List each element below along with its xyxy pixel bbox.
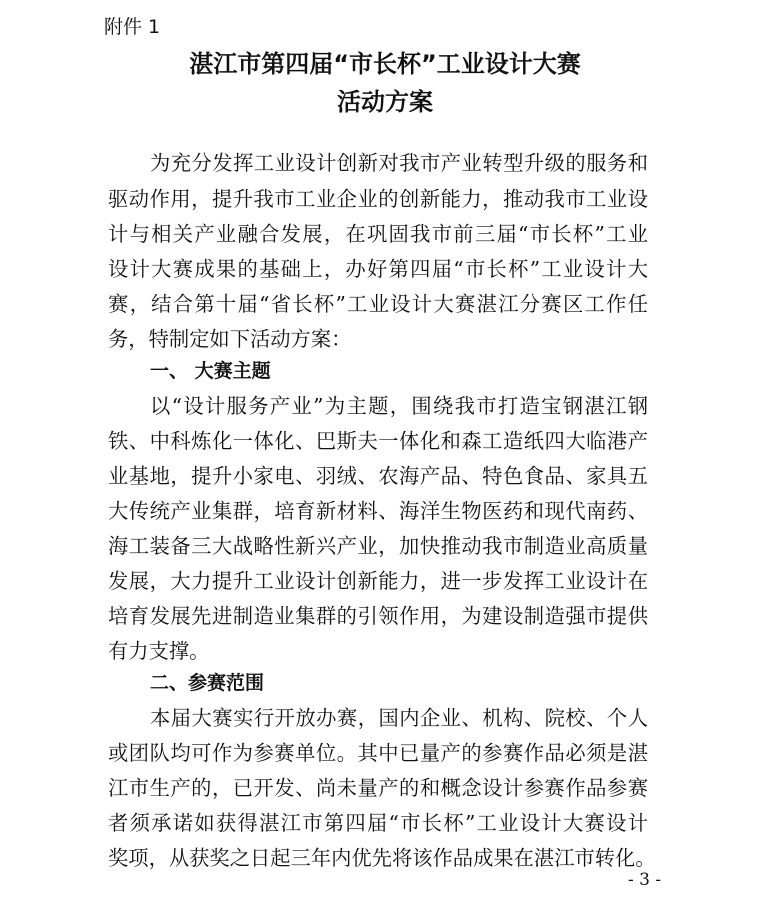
text-line: 驱动作用，提升我市工业企业的创新能力，推动我市工业设 xyxy=(108,187,648,211)
text-line: 为充分发挥工业设计创新对我市产业转型升级的服务和 xyxy=(150,151,648,175)
text-line: 江市生产的，已开发、尚未量产的和概念设计参赛作品参赛 xyxy=(108,776,648,800)
text-line: 有力支撑。 xyxy=(108,639,210,663)
text-line: 本届大赛实行开放办赛，国内企业、机构、院校、个人 xyxy=(150,706,648,730)
text-line: 铁、中科炼化一体化、巴斯夫一体化和森工造纸四大临港产 xyxy=(108,429,648,453)
section-1-heading: 一、 大赛主题 xyxy=(150,360,271,382)
text-line: 赛，结合第十届“省长杯”工业设计大赛湛江分赛区工作任 xyxy=(108,292,648,316)
text-line: 以“设计服务产业”为主题，围绕我市打造宝钢湛江钢 xyxy=(150,394,648,418)
text-line: 计与相关产业融合发展，在巩固我市前三届“市长杯”工业 xyxy=(108,222,648,246)
text-line: 大传统产业集群，培育新材料、海洋生物医药和现代南药、 xyxy=(108,499,648,523)
text-line: 者须承诺如获得湛江市第四届“市长杯”工业设计大赛设计 xyxy=(108,811,648,835)
text-line: 设计大赛成果的基础上，办好第四届“市长杯”工业设计大 xyxy=(108,257,648,281)
text-line: 培育发展先进制造业集群的引领作用，为建设制造强市提供 xyxy=(108,604,648,628)
text-line: 发展，大力提升工业设计创新能力，进一步发挥工业设计在 xyxy=(108,569,648,593)
text-line: 海工装备三大战略性新兴产业，加快推动我市制造业高质量 xyxy=(108,534,648,558)
text-line: 或团队均可作为参赛单位。其中已量产的参赛作品必须是湛 xyxy=(108,741,648,765)
document-title-line-2: 活动方案 xyxy=(337,88,433,116)
text-line: 奖项，从获奖之日起三年内优先将该作品成果在湛江市转化。 xyxy=(108,846,656,870)
text-line: 业基地，提升小家电、羽绒、农海产品、特色食品、家具五 xyxy=(108,464,648,488)
section-2-heading: 二、参赛范围 xyxy=(150,672,265,694)
page-number: - 3 - xyxy=(628,870,662,890)
attachment-label: 附件 1 xyxy=(104,16,161,38)
text-line: 务，特制定如下活动方案： xyxy=(108,327,352,351)
document-title-line-1: 湛江市第四届“市长杯”工业设计大赛 xyxy=(189,50,581,78)
